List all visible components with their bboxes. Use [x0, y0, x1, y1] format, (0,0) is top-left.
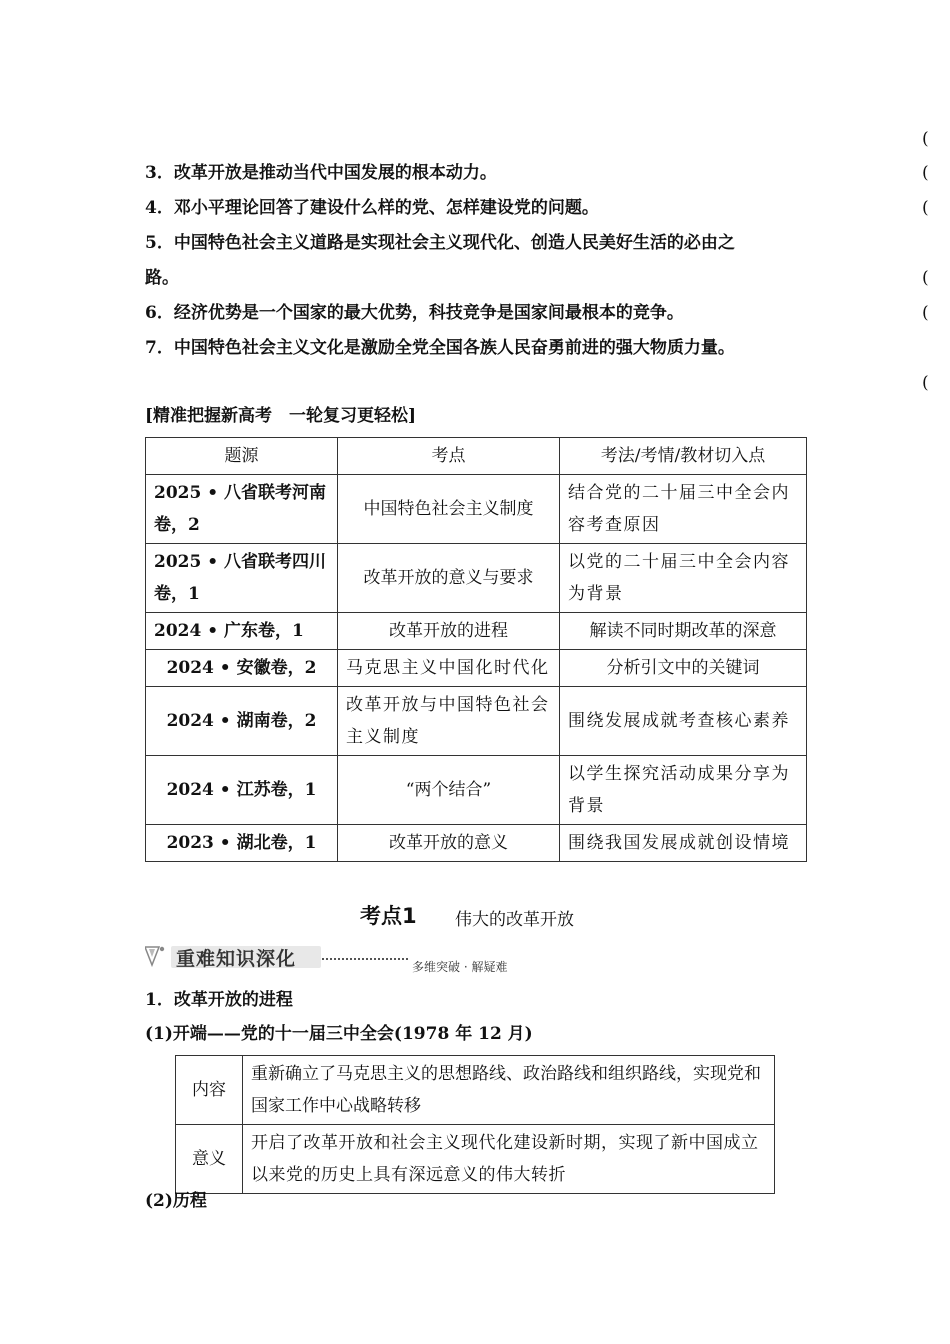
row-approach: 结合党的二十届三中全会内容考查原因 [560, 475, 807, 544]
answer-paren: ( [922, 268, 929, 288]
row-approach: 以党的二十届三中全会内容为背景 [560, 544, 807, 613]
header-source: 题源 [146, 438, 338, 475]
row-topic: “两个结合” [338, 756, 560, 825]
header-approach: 考法/考情/教材切入点 [560, 438, 807, 475]
row-source: 2024 • 广东卷，1 [146, 613, 338, 650]
exam-table [145, 437, 807, 862]
banner-subtitle: 多维突破 · 解疑难 [412, 960, 508, 974]
kaodian-label: 考点1 [360, 904, 417, 928]
table-row [176, 1056, 775, 1125]
section1-sub2: (2)历程 [145, 1191, 207, 1211]
statement-5-cont: 路。 [145, 268, 179, 288]
banner-dots [322, 958, 408, 960]
row-approach: 围绕发展成就考查核心素养 [560, 687, 807, 756]
section-heading: [精准把握新高考 一轮复习更轻松] [145, 406, 417, 426]
row-source: 2025 • 八省联考四川卷，1 [146, 544, 338, 613]
table-row [146, 825, 807, 862]
opening-table [175, 1055, 775, 1194]
table-row [146, 475, 807, 544]
answer-paren: ( [922, 373, 929, 393]
statement-7: 7．中国特色社会主义文化是激励全党全国各族人民奋勇前进的强大物质力量。 [145, 338, 735, 358]
row-text: 重新确立了马克思主义的思想路线、政治路线和组织路线，实现党和国家工作中心战略转移 [243, 1056, 775, 1125]
table-row [146, 650, 807, 687]
banner-title: 重难知识深化 [176, 948, 297, 970]
statement-5: 5．中国特色社会主义道路是实现社会主义现代化、创造人民美好生活的必由之 [145, 233, 735, 253]
table-header-row [146, 438, 807, 475]
statement-4: 4．邓小平理论回答了建设什么样的党、怎样建设党的问题。 [145, 198, 599, 218]
table-row [146, 544, 807, 613]
statement-3: 3．改革开放是推动当代中国发展的根本动力。 [145, 163, 497, 183]
row-approach: 分析引文中的关键词 [560, 650, 807, 687]
statement-6: 6．经济优势是一个国家的最大优势，科技竞争是国家间最根本的竞争。 [145, 303, 684, 323]
row-approach: 围绕我国发展成就创设情境 [560, 825, 807, 862]
row-source: 2025 • 八省联考河南卷，2 [146, 475, 338, 544]
kaodian-title: 伟大的改革开放 [455, 910, 574, 930]
row-topic: 改革开放的意义与要求 [338, 544, 560, 613]
row-label: 内容 [176, 1056, 243, 1125]
row-text: 开启了改革开放和社会主义现代化建设新时期，实现了新中国成立以来党的历史上具有深远意义的伟大转折 [243, 1125, 775, 1194]
section1-sub1: (1)开端——党的十一届三中全会(1978 年 12 月) [145, 1024, 533, 1044]
row-topic: 改革开放与中国特色社会主义制度 [338, 687, 560, 756]
row-source: 2023 • 湖北卷，1 [146, 825, 338, 862]
answer-paren: ( [922, 163, 929, 183]
section1-heading: 1．改革开放的进程 [145, 990, 293, 1010]
row-approach: 解读不同时期改革的深意 [560, 613, 807, 650]
row-source: 2024 • 安徽卷，2 [146, 650, 338, 687]
answer-paren: ( [922, 198, 929, 218]
table-row [176, 1125, 775, 1194]
answer-paren: ( [922, 129, 929, 149]
answer-paren: ( [922, 303, 929, 323]
row-approach: 以学生探究活动成果分享为背景 [560, 756, 807, 825]
header-topic: 考点 [338, 438, 560, 475]
row-topic: 中国特色社会主义制度 [338, 475, 560, 544]
row-topic: 改革开放的意义 [338, 825, 560, 862]
row-label: 意义 [176, 1125, 243, 1194]
row-topic: 马克思主义中国化时代化 [338, 650, 560, 687]
row-topic: 改革开放的进程 [338, 613, 560, 650]
table-row [146, 613, 807, 650]
row-source: 2024 • 江苏卷，1 [146, 756, 338, 825]
table-row [146, 687, 807, 756]
row-source: 2024 • 湖南卷，2 [146, 687, 338, 756]
table-row [146, 756, 807, 825]
